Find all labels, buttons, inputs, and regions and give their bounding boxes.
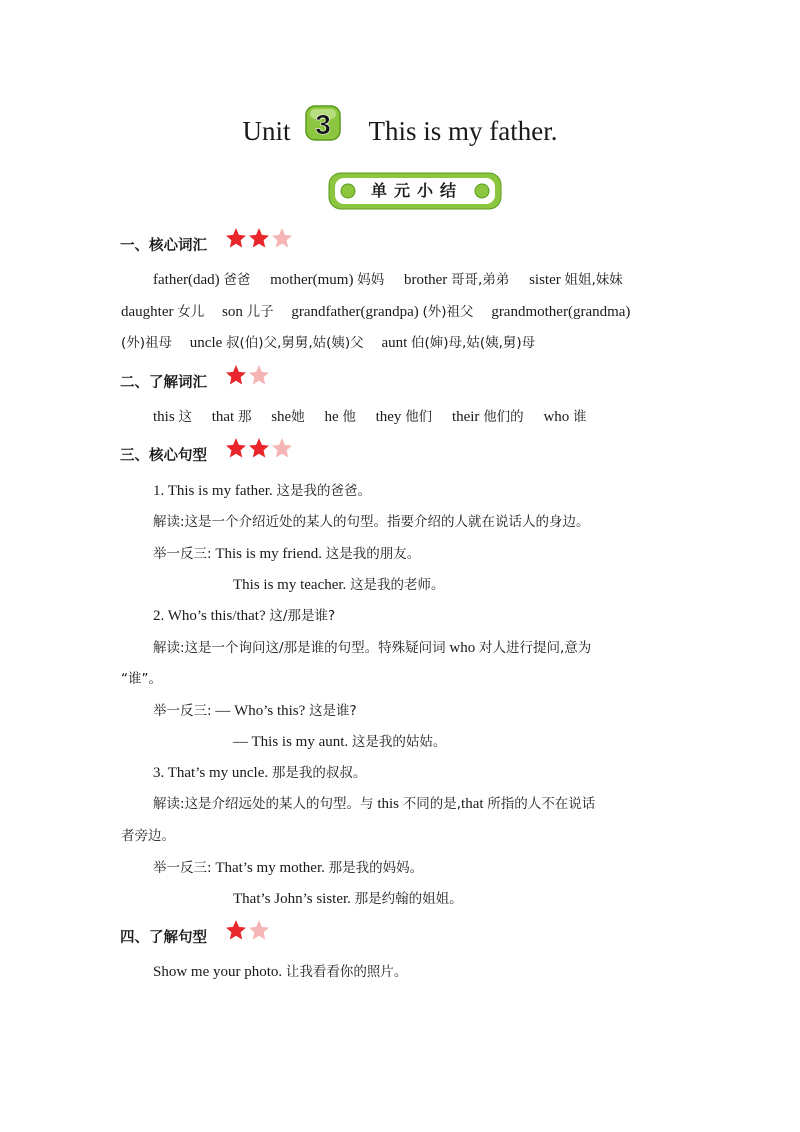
word-en: daughter	[121, 304, 174, 320]
explanation-en: this	[377, 796, 399, 812]
word-cn: 他	[342, 409, 356, 425]
example-en: This is my aunt.	[251, 734, 349, 750]
section-heading-core-vocab	[120, 232, 296, 256]
word-cn: 女儿	[177, 304, 205, 320]
vocab-line-3	[121, 332, 535, 354]
explanation-1	[153, 511, 590, 533]
example-cn: 这是我的姑姑。	[351, 734, 447, 750]
explanation-text: 对人进行提问,意为	[478, 640, 592, 656]
explanation-text: 者旁边。	[121, 828, 175, 844]
explanation-2	[153, 637, 591, 659]
example-en: This is my friend.	[215, 546, 322, 562]
word-en: who	[543, 409, 570, 425]
unit-subtitle: This is my father.	[368, 115, 558, 146]
word-cn: (外)祖母	[121, 335, 173, 351]
example-cn: 那是我的妈妈。	[328, 860, 424, 876]
rating-stars	[226, 920, 272, 948]
sentence-en: 3. That’s my uncle.	[153, 765, 269, 781]
word-cn: 他们的	[483, 409, 524, 425]
banner-title: 单元小结	[370, 181, 463, 200]
section-heading-core-sentences	[120, 442, 296, 466]
word-cn: (外)祖父	[422, 304, 474, 320]
sentence-cn: 让我看看你的照片。	[285, 964, 408, 980]
section-banner	[328, 172, 502, 210]
example-cn: 这是谁?	[309, 703, 357, 719]
explanation-text: 这是介绍远处的某人的句型。与	[184, 796, 374, 812]
rating-stars	[226, 438, 296, 466]
word-en: brother	[403, 272, 448, 288]
example-label: 举一反三:	[153, 546, 212, 562]
sentence-2	[153, 605, 335, 627]
unit-number: 3	[314, 108, 331, 140]
example-2a	[153, 700, 357, 722]
word-cn: 姐姐,妹妹	[564, 272, 623, 288]
word-cn: 这	[178, 409, 192, 425]
explanation-2-cont	[121, 668, 162, 690]
sentence-cn: 那是我的叔叔。	[271, 765, 367, 781]
example-en: Who’s this?	[234, 703, 306, 719]
star-icon	[226, 228, 246, 248]
example-en: That’s my mother.	[215, 860, 325, 876]
explanation-label: 解读:	[153, 514, 185, 530]
word-cn: 谁	[573, 409, 587, 425]
word-en: this	[153, 409, 175, 425]
unit-title	[0, 108, 800, 151]
explanation-text: “谁”。	[121, 671, 162, 687]
example-1a	[153, 543, 420, 565]
explanation-label: 解读:	[153, 640, 185, 656]
star-icon	[249, 228, 269, 248]
vocab-line-1	[153, 269, 623, 291]
star-icon	[226, 920, 246, 940]
word-cn: 他们	[405, 409, 433, 425]
word-cn: 伯(婶)母,姑(姨,舅)母	[411, 335, 536, 351]
heading-text: 四、了解句型	[120, 930, 207, 946]
example-3b	[233, 888, 463, 910]
sentence-cn: 这/那是谁?	[269, 608, 336, 624]
explanation-3-cont	[121, 825, 175, 847]
explanation-text: 这是一个询问这/那是谁的句型。特殊疑问词	[184, 640, 446, 656]
star-icon	[226, 438, 246, 458]
explanation-text: 这是一个介绍近处的某人的句型。指要介绍的人就在说话人的身边。	[184, 514, 590, 530]
sentence-en: 2. Who’s this/that?	[153, 608, 266, 624]
sentence-3	[153, 762, 366, 784]
unit-number-badge	[303, 104, 343, 142]
word-en: uncle	[189, 335, 223, 351]
explanation-en: that	[461, 796, 484, 812]
section-heading-known-sentences	[120, 924, 272, 948]
sentence-cn: 这是我的爸爸。	[276, 483, 371, 499]
example-en: That’s John’s sister.	[233, 891, 351, 907]
word-cn: 她	[291, 409, 305, 425]
explanation-en: who	[449, 640, 476, 656]
word-en: that	[211, 409, 235, 425]
example-2b	[233, 731, 446, 753]
example-cn: 这是我的老师。	[350, 577, 445, 593]
word-en: their	[451, 409, 480, 425]
example-label: 举一反三:	[153, 703, 212, 719]
example-3a	[153, 857, 423, 879]
word-en: father(dad)	[153, 272, 220, 288]
sentence-4	[153, 961, 407, 983]
vocab-line-2	[121, 301, 630, 323]
word-cn: 儿子	[246, 304, 274, 320]
explanation-3	[153, 793, 595, 815]
word-en: grandfather(grandpa)	[291, 304, 419, 320]
word-en: mother(mum)	[270, 272, 354, 288]
word-cn: 那	[237, 409, 252, 425]
word-en: she	[271, 409, 292, 425]
heading-text: 三、核心句型	[120, 448, 207, 464]
explanation-text: 不同的是,	[402, 796, 462, 812]
known-vocab-line	[153, 406, 587, 428]
half-star-icon	[272, 228, 292, 248]
half-star-icon	[249, 920, 269, 940]
word-cn: 叔(伯)父,舅舅,姑(姨)父	[226, 335, 364, 351]
half-star-icon	[272, 438, 292, 458]
heading-text: 二、了解词汇	[120, 375, 207, 391]
section-heading-known-vocab	[120, 369, 272, 393]
unit-label: Unit	[242, 115, 291, 146]
sentence-1	[153, 480, 371, 502]
half-star-icon	[249, 365, 269, 385]
word-en: sister	[529, 272, 561, 288]
star-icon	[249, 438, 269, 458]
rating-stars	[226, 228, 296, 256]
word-en: they	[375, 409, 402, 425]
example-cn: 那是约翰的姐姐。	[354, 891, 463, 907]
example-cn: 这是我的朋友。	[325, 546, 421, 562]
word-en: he	[324, 409, 339, 425]
explanation-text: 所指的人不在说话	[487, 796, 596, 812]
word-en: grandmother(grandma)	[491, 304, 631, 320]
sentence-en: 1. This is my father.	[153, 483, 273, 499]
word-cn: 爸爸	[223, 272, 251, 288]
dialog-dash: —	[233, 734, 248, 750]
heading-text: 一、核心词汇	[120, 238, 207, 254]
word-en: aunt	[381, 335, 408, 351]
star-icon	[226, 365, 246, 385]
word-en: son	[221, 304, 243, 320]
explanation-label: 解读:	[153, 796, 185, 812]
example-1b	[233, 574, 445, 596]
example-label: 举一反三:	[153, 860, 212, 876]
word-cn: 哥哥,弟弟	[451, 272, 510, 288]
word-cn: 妈妈	[357, 272, 385, 288]
example-en: This is my teacher.	[233, 577, 347, 593]
rating-stars	[226, 365, 272, 393]
dialog-dash: —	[215, 703, 231, 719]
sentence-en: Show me your photo.	[153, 964, 283, 980]
